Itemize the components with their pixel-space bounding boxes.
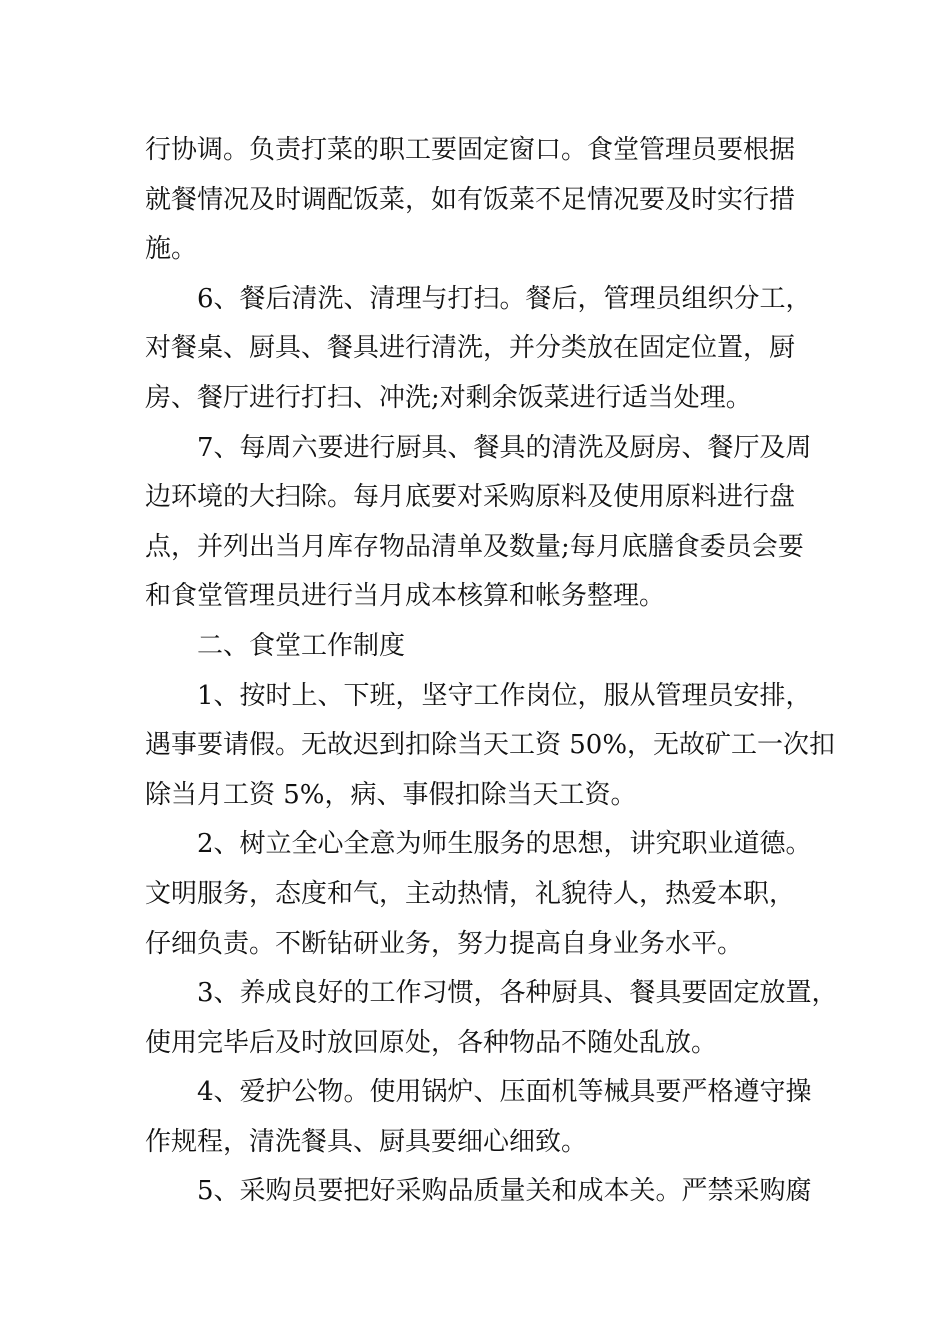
text-line: 作规程，清洗餐具、厨具要细心细致。 [145, 1126, 588, 1157]
text-line: 边环境的大扫除。每月底要对采购原料及使用原料进行盘 [145, 482, 796, 513]
text-line: 1、按时上、下班，坚守工作岗位，服从管理员安排， [197, 680, 812, 711]
text-line: 施。 [145, 234, 198, 265]
text-line: 点，并列出当月库存物品清单及数量;每月底膳食委员会要 [145, 531, 804, 562]
text-line: 3、养成良好的工作习惯，各种厨具、餐具要固定放置， [197, 978, 838, 1009]
section-heading: 二、食堂工作制度 [197, 630, 406, 661]
text-line: 行协调。负责打菜的职工要固定窗口。食堂管理员要根据 [145, 135, 796, 165]
text-line: 除当月工资 5%，病、事假扣除当天工资。 [145, 779, 637, 810]
text-line: 房、餐厅进行打扫、冲洗;对剩余饭菜进行适当处理。 [145, 382, 752, 413]
text-line: 就餐情况及时调配饭菜，如有饭菜不足情况要及时实行措 [145, 184, 796, 215]
text-line: 使用完毕后及时放回原处，各种物品不随处乱放。 [145, 1027, 718, 1058]
text-line: 6、餐后清洗、清理与打扫。餐后，管理员组织分工， [197, 283, 812, 314]
text-line: 和食堂管理员进行当月成本核算和帐务整理。 [145, 581, 666, 612]
text-line: 文明服务，态度和气，主动热情，礼貌待人，热爱本职， [145, 878, 796, 909]
text-line: 5、采购员要把好采购品质量关和成本关。严禁采购腐 [197, 1176, 812, 1207]
text-line: 对餐桌、厨具、餐具进行清洗，并分类放在固定位置，厨 [145, 333, 796, 364]
text-line: 仔细负责。不断钻研业务，努力提高自身业务水平。 [145, 928, 744, 959]
text-line: 4、爱护公物。使用锅炉、压面机等械具要严格遵守操 [197, 1077, 812, 1108]
text-line: 遇事要请假。无故迟到扣除当天工资 50%，无故矿工一次扣 [145, 730, 836, 761]
text-line: 7、每周六要进行厨具、餐具的清洗及厨房、餐厅及周 [197, 432, 812, 463]
text-line: 2、树立全心全意为师生服务的思想，讲究职业道德。 [197, 829, 812, 860]
document-body [145, 126, 845, 1217]
